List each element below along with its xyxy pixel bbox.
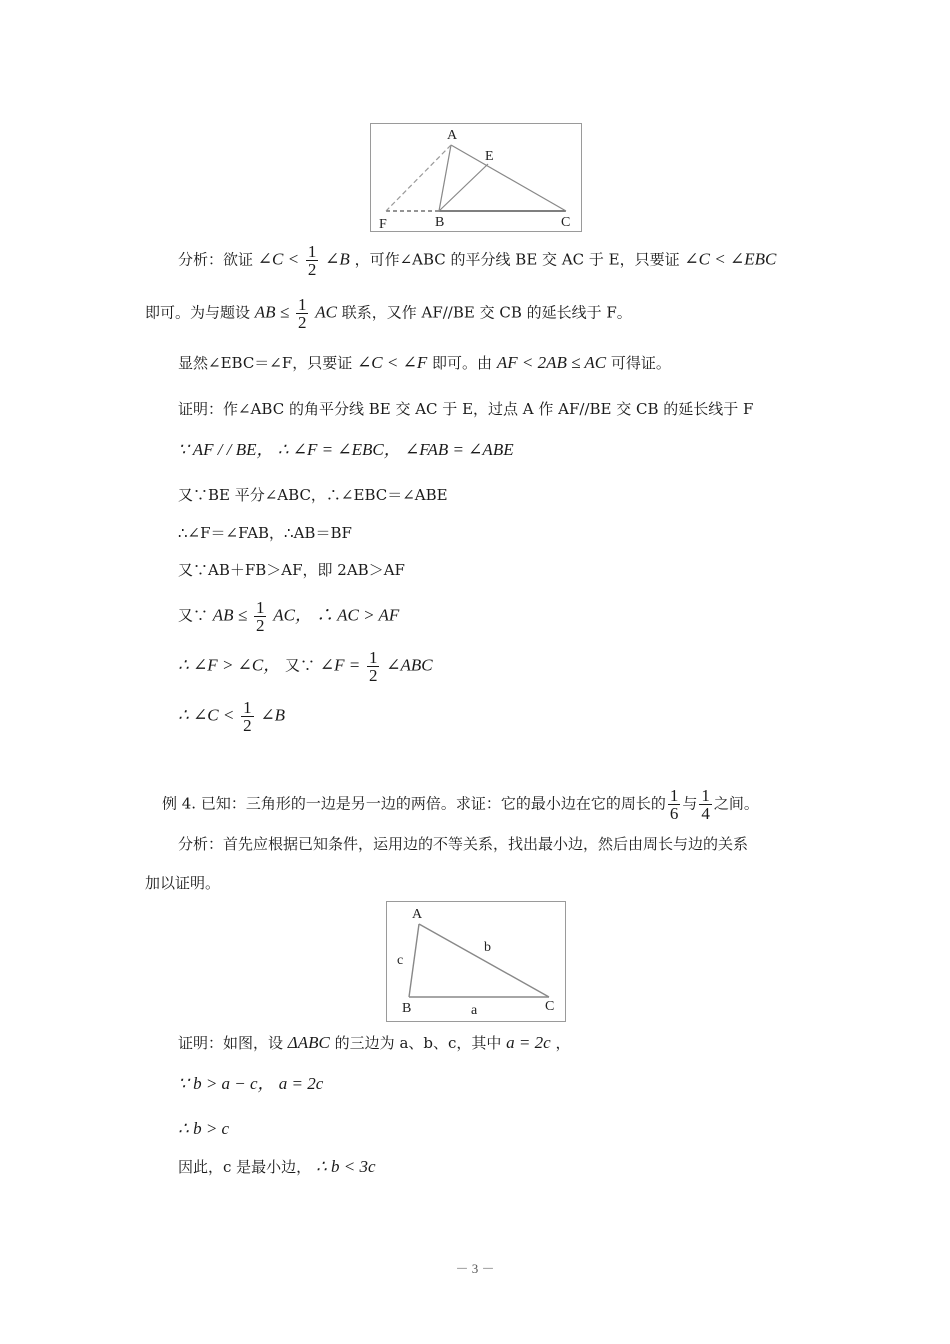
math-ab-leq: AB ≤ (212, 605, 248, 625)
fraction-half (254, 599, 267, 634)
proof-text: 又∵ (178, 606, 209, 625)
fraction-quarter (699, 787, 712, 822)
proof-line-6 (178, 599, 399, 634)
analysis-text: 即可。由 (432, 354, 493, 372)
example4-text: 例 4. 已知：三角形的一边是另一边的两倍。求证：它的最小边在它的周长的 (162, 794, 666, 813)
math-c-less-f: ∠C < ∠F (357, 353, 428, 372)
figure-triangle-abc (386, 901, 566, 1022)
proof-line-1: 证明：作∠ABC 的角平分线 BE 交 AC 于 E，过点 A 作 AF//BE 交 CB 的延长线于 F (178, 400, 754, 418)
frac-num: 1 (243, 698, 252, 717)
frac-num: 1 (297, 295, 307, 314)
frac-num: 1 (669, 786, 679, 805)
math-ac-af: AC， ∴ AC > AF (273, 605, 400, 625)
label-c: C (561, 215, 571, 230)
label-b: B (435, 215, 445, 230)
example4-text: 与 (682, 794, 698, 813)
proof2-text: 因此，c 是最小边， (178, 1158, 312, 1176)
proof2-text: 的三边为 a、b、c，其中 (334, 1034, 502, 1052)
proof2-text: ， (555, 1034, 571, 1052)
proof2-line-3: ∴ b > c (178, 1119, 230, 1138)
frac-num: 1 (307, 242, 317, 261)
analysis-line-1 (178, 243, 776, 278)
math-af-2ab-ac: AF < 2AB ≤ AC (496, 353, 607, 372)
proof2-line-2: ∵ b > a − c， a = 2c (178, 1074, 324, 1093)
math-angle-b: ∠B (260, 705, 286, 725)
label-side-b: b (484, 940, 491, 955)
math-c-less-ebc: ∠C < ∠EBC (684, 249, 777, 269)
fraction-half (296, 296, 309, 331)
math-f-eq: ∠F = (319, 655, 361, 675)
frac-den: 2 (243, 716, 252, 735)
proof-line-7 (178, 649, 433, 684)
proof2-line-1 (178, 1031, 571, 1055)
math-c-less: ∠C < (257, 249, 300, 269)
math-c-less: ∴ ∠C < (178, 705, 235, 725)
example4-title (162, 787, 759, 822)
fraction-sixth (668, 787, 681, 822)
proof2-line-4 (178, 1155, 376, 1179)
math-angle-abc: ∠ABC (386, 655, 433, 675)
figure-triangle-bisector-svg (371, 124, 581, 231)
math-f-greater-c: ∴ ∠F > ∠C， (178, 655, 281, 675)
segment-ac (451, 145, 566, 211)
label-f: F (379, 217, 387, 231)
example4-analysis-1: 分析：首先应根据已知条件，运用边的不等关系，找出最小边，然后由周长与边的关系 (178, 835, 749, 853)
label-a-vertex: A (412, 907, 423, 922)
math-b-less-3c: ∴ b < 3c (315, 1157, 376, 1176)
page-number: － 3 － (455, 1261, 495, 1276)
label-a: A (447, 128, 458, 143)
analysis-line-3 (178, 351, 671, 375)
frac-num: 1 (701, 786, 710, 805)
frac-den: 2 (297, 313, 307, 332)
analysis-line-2 (145, 296, 632, 331)
proof-line-4: ∴∠F＝∠FAB，∴AB＝BF (178, 524, 352, 542)
label-e: E (485, 149, 494, 164)
frac-den: 4 (701, 804, 710, 823)
analysis-text: ，可作∠ABC 的平分线 BE 交 AC 于 E，只要证 (354, 250, 680, 269)
side-b (419, 924, 549, 997)
fraction-half (306, 243, 319, 278)
frac-den: 2 (368, 666, 378, 685)
proof-line-2: ∵ AF / / BE， ∴ ∠F = ∠EBC， ∠FAB = ∠ABE (178, 440, 514, 459)
example4-text: 之间。 (713, 794, 759, 813)
frac-den: 6 (669, 804, 679, 823)
analysis-prefix: 分析：欲证 (178, 250, 254, 269)
analysis-text: 显然∠EBC＝∠F，只要证 (178, 354, 353, 372)
label-c-vertex: C (545, 999, 555, 1014)
math-ab-leq: AB ≤ (254, 302, 290, 322)
frac-den: 2 (255, 616, 265, 635)
figure-triangle-bisector (370, 123, 582, 232)
analysis-text: 联系，又作 AF//BE 交 CB 的延长线于 F。 (341, 303, 632, 322)
proof-line-3: 又∵BE 平分∠ABC，∴∠EBC＝∠ABE (178, 486, 448, 504)
analysis-text: 可得证。 (610, 354, 671, 372)
math-ac: AC (315, 302, 337, 322)
math-a-eq-2c: a = 2c (506, 1033, 551, 1052)
analysis-text: 即可。为与题设 (145, 303, 251, 322)
example4-analysis-2: 加以证明。 (145, 874, 221, 892)
frac-num: 1 (368, 648, 378, 667)
label-b-vertex: B (402, 1001, 412, 1016)
math-angle-b: ∠B (325, 249, 350, 269)
side-c (409, 924, 419, 997)
proof-line-8 (178, 699, 285, 734)
label-side-a: a (471, 1003, 478, 1018)
fraction-half (241, 699, 254, 734)
frac-den: 2 (307, 260, 317, 279)
proof-text: 又∵ (285, 656, 316, 675)
frac-num: 1 (255, 598, 265, 617)
math-triangle-abc: ΔABC (287, 1033, 330, 1052)
label-side-c: c (397, 953, 404, 968)
figure-triangle-abc-svg (387, 902, 565, 1021)
fraction-half (367, 649, 380, 684)
proof-line-5: 又∵AB＋FB＞AF，即 2AB＞AF (178, 561, 405, 579)
proof2-text: 证明：如图，设 (178, 1034, 284, 1052)
